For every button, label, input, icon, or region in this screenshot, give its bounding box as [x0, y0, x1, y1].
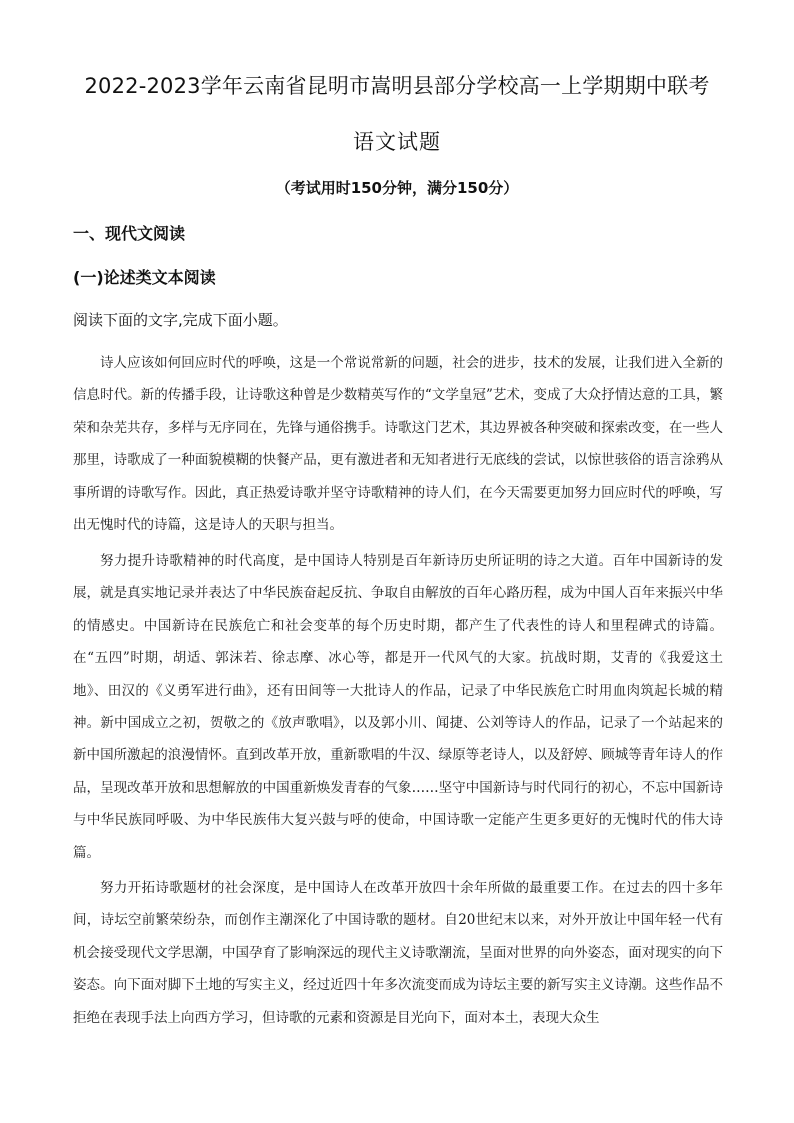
- document-title: 2022-2023学年云南省昆明市嵩明县部分学校高一上学期期中联考: [84, 74, 710, 98]
- passage-paragraph-3: 努力开拓诗歌题材的社会深度，是中国诗人在改革开放四十余年所做的最重要工作。在过去的四十多年间，诗坛空前繁荣纷杂，而创作主潮深化了中国诗歌的题材。自20世纪末以来，对外开放让中国年轻一代有机会接受现代文学思潮，中国孕育了影响深远的现代主义诗歌潮流，呈面对世界的向外姿态，面对现实的向下姿态。向下面对脚下土地的写实主义，经过近四十年多次流变而成为诗坛主要的新写实主义诗潮。这些作品不拒绝在表现手法上向西方学习，但诗歌的元素和资源是目光向下，面对本土，表现大众生: [73, 880, 723, 1026]
- subsection-heading: (一)论述类文本阅读: [73, 268, 216, 287]
- reading-instruction: 阅读下面的文字,完成下面小题。: [73, 311, 288, 329]
- exam-info: （考试用时150分钟，满分150分）: [275, 179, 519, 197]
- passage-paragraph-2: 努力提升诗歌精神的时代高度，是中国诗人特别是百年新诗历史所证明的诗之大道。百年中国新诗的发展，就是真实地记录并表达了中华民族奋起反抗、争取自由解放的百年心路历程，成为中国人百年来振兴中华的情感史。中国新诗在民族危亡和社会变革的每个历史时期，都产生了代表性的诗人和里程碑式的诗篇。在“五四”时期，胡适、郭沫若、徐志摩、冰心等，都是开一代风气的大家。抗战时期，艾青的《我爱这土地》、田汉的《义勇军进行曲》，还有田间等一大批诗人的作品，记录了中华民族危亡时用血肉筑起长城的精神。新中国成立之初，贺敬之的《放声歌唱》，以及郭小川、闻捷、公刘等诗人的作品，记录了一个站起来的新中国所激起的浪漫情怀。直到改革开放，重新歌唱的牛汉、绿原等老诗人，以及舒婷、顾城等青年诗人的作品，呈现改革开放和思想解放的中国重新焕发青春的气象……坚守中国新诗与时代同行的初心，不忘中国新诗与中华民族同呼吸、为中华民族伟大复兴鼓与呼的使命，中国诗歌一定能产生更多更好的无愧时代的伟大诗篇。: [73, 553, 723, 861]
- passage-paragraph-1: 诗人应该如何回应时代的呼唤，这是一个常说常新的问题，社会的进步，技术的发展，让我们进入全新的信息时代。新的传播手段，让诗歌这种曾是少数精英写作的“文学皇冠”艺术，变成了大众抒情达意的工具，繁荣和杂芜共存，多样与无序同在，先锋与通俗携手。诗歌这门艺术，其边界被各种突破和探索改变，在一些人那里，诗歌成了一种面貌模糊的快餐产品，更有激进者和无知者进行无底线的尝试，以惊世骇俗的语言涂鸦从事所谓的诗歌写作。因此，真正热爱诗歌并坚守诗歌精神的诗人们，在今天需要更加努力回应时代的呼唤，写出无愧时代的诗篇，这是诗人的天职与担当。: [73, 355, 723, 534]
- document-subtitle: 语文试题: [353, 130, 441, 154]
- section-heading: 一、现代文阅读: [73, 224, 186, 243]
